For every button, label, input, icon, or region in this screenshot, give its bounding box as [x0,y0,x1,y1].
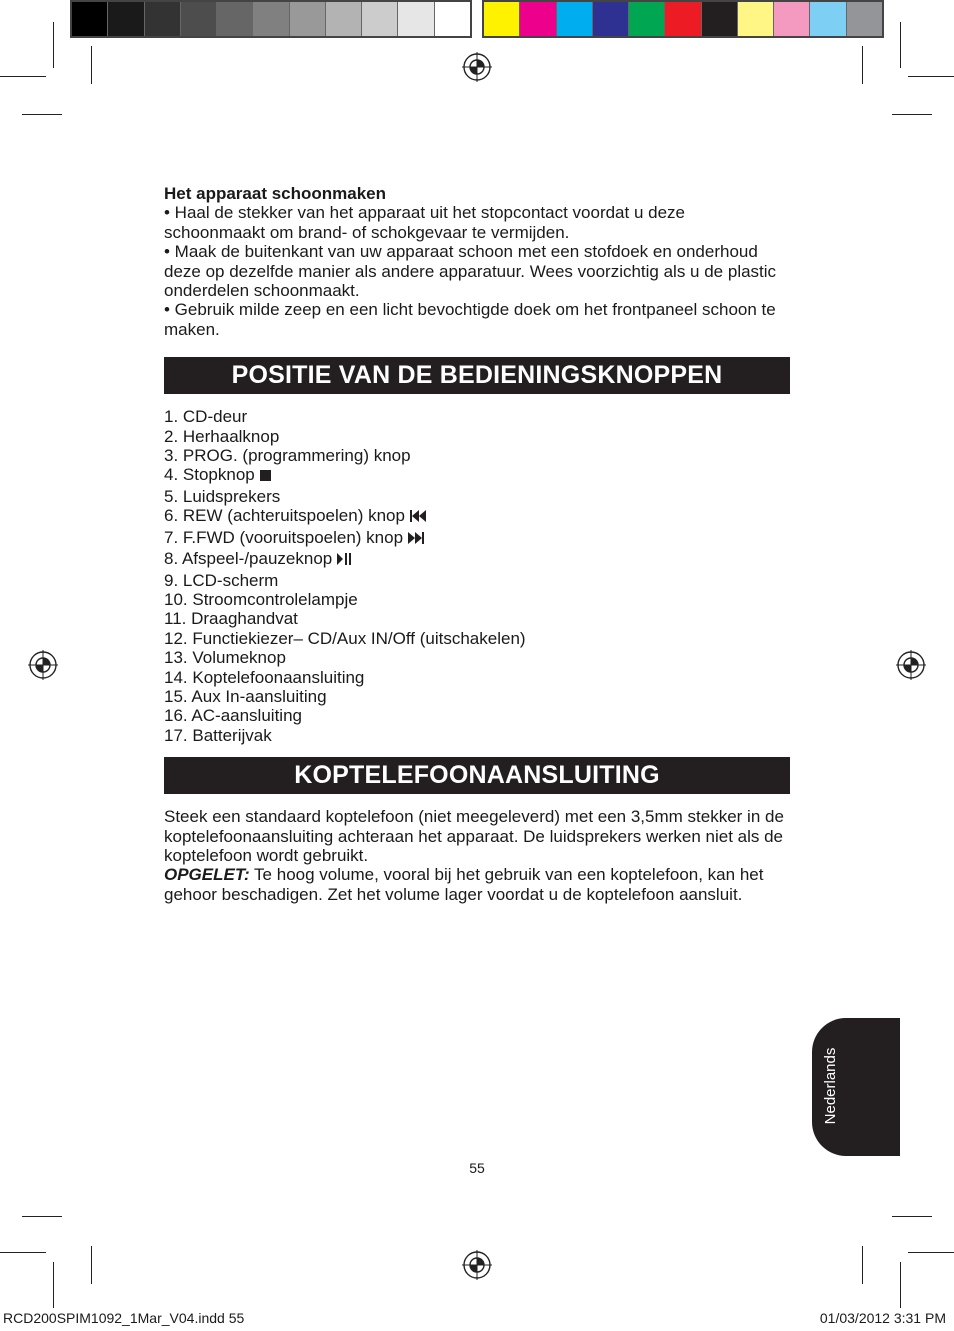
crop-mark [0,1252,46,1253]
color-swatch [253,2,289,36]
crop-mark [908,1252,954,1253]
control-list-item [164,687,790,706]
color-swatch [326,2,362,36]
control-label: 14. Koptelefoonaansluiting [164,667,365,687]
color-swatch [362,2,398,36]
crop-mark [53,1262,54,1308]
color-swatch [810,2,846,36]
control-label: 1. CD-deur [164,407,248,427]
crop-mark [900,1262,901,1308]
control-label: 13. Volumeknop [164,648,286,668]
control-list-item [164,571,790,590]
color-swatch [290,2,326,36]
control-list-item [164,706,790,725]
control-label: 11. Draaghandvat [164,609,298,629]
crop-mark [91,46,92,84]
process-color-bar [482,0,884,38]
control-list-item [164,528,790,549]
color-swatch [520,2,556,36]
stop-icon [259,467,272,486]
color-swatch [181,2,217,36]
control-list-item [164,427,790,446]
footer-datetime: 01/03/2012 3:31 PM [819,1310,946,1326]
headphone-heading: KOPTELEFOONAANSLUITING [164,757,790,794]
color-swatch [774,2,810,36]
language-tab-label: Nederlands [822,1047,839,1125]
control-label: 5. Luidsprekers [164,486,281,506]
controls-heading: POSITIE VAN DE BEDIENINGSKNOPPEN [164,357,790,394]
language-tab [812,1018,900,1156]
color-swatch [108,2,144,36]
registration-mark-icon [896,650,926,680]
control-label: 4. Stopknop [164,465,255,485]
crop-mark [908,76,954,77]
crop-mark [22,1216,62,1217]
registration-mark-icon [462,1250,492,1280]
crop-mark [892,1216,932,1217]
grayscale-color-bar [70,0,472,38]
crop-mark [53,22,54,68]
crop-mark [892,114,932,115]
play-pause-icon [336,551,352,570]
color-swatch [145,2,181,36]
control-label: 12. Functiekiezer– CD/Aux IN/Off (uitschakelen) [164,628,526,648]
crop-mark [862,1246,863,1284]
page-number: 55 [469,1160,485,1176]
crop-mark [91,1246,92,1284]
control-label: 6. REW (achteruitspoelen) knop [164,506,405,526]
control-list-item [164,465,790,486]
crop-mark [22,114,62,115]
color-swatch [557,2,593,36]
registration-mark-icon [462,52,492,82]
control-list-item [164,487,790,506]
footer-file-name: RCD200SPIM1092_1Mar_V04.indd 55 [3,1310,245,1326]
warning-label: OPGELET: [164,865,250,885]
color-swatch [398,2,434,36]
color-swatch [629,2,665,36]
crop-mark [0,76,46,77]
color-swatch [484,2,520,36]
crop-mark [862,46,863,84]
rewind-icon [409,508,427,527]
cleaning-bullet: • Haal de stekker van het apparaat uit het stopcontact voordat u deze schoonmaakt om brand- of schokgevaar te vermijden. [164,203,685,242]
control-label: 2. Herhaalknop [164,426,280,446]
color-swatch [72,2,108,36]
control-label: 8. Afspeel-/pauzeknop [164,549,333,569]
control-label: 7. F.FWD (vooruitspoelen) knop [164,527,404,547]
control-list-item [164,590,790,609]
control-label: 3. PROG. (programmering) knop [164,446,411,466]
control-list-item [164,407,790,426]
control-label: 15. Aux In-aansluiting [164,686,327,706]
controls-list [164,407,790,745]
control-list-item [164,506,790,527]
control-label: 17. Batterijvak [164,725,272,745]
cleaning-title: Het apparaat schoonmaken [164,184,387,203]
page-content [164,184,790,904]
control-label: 10. Stroomcontrolelampje [164,589,358,609]
color-swatch [702,2,738,36]
warning-text: Te hoog volume, vooral bij het gebruik van een koptelefoon, kan het gehoor beschadigen. Zet het volume lager voordat u de koptelefoon aansluit. [164,865,764,904]
color-swatch [665,2,701,36]
color-swatch [217,2,253,36]
cleaning-bullet: • Maak de buitenkant van uw apparaat schoon met een stofdoek en onderhoud deze op dezelfde manier als andere apparatuur. Wees voorzichtig als u de plastic onderdelen schoonmaakt. [164,242,777,301]
control-label: 9. LCD-scherm [164,570,279,590]
color-swatch [593,2,629,36]
control-list-item [164,668,790,687]
control-list-item [164,609,790,628]
headphone-body: Steek een standaard koptelefoon (niet meegeleverd) met een 3,5mm stekker in de koptelefoonaansluiting achteraan het apparaat. De luidsprekers werken niet als de koptelefoon wordt gebruikt. [164,807,784,865]
color-swatch [847,2,882,36]
color-swatch [435,2,470,36]
fast-forward-icon [407,530,425,549]
control-list-item [164,726,790,745]
control-list-item [164,629,790,648]
control-list-item [164,648,790,667]
control-label: 16. AC-aansluiting [164,706,302,726]
crop-mark [900,22,901,68]
control-list-item [164,446,790,465]
headphone-warning [164,865,790,904]
registration-mark-icon [28,650,58,680]
color-swatch [738,2,774,36]
cleaning-bullet: • Gebruik milde zeep en een licht bevochtigde doek om het frontpaneel schoon te maken. [164,300,776,339]
control-list-item [164,549,790,570]
